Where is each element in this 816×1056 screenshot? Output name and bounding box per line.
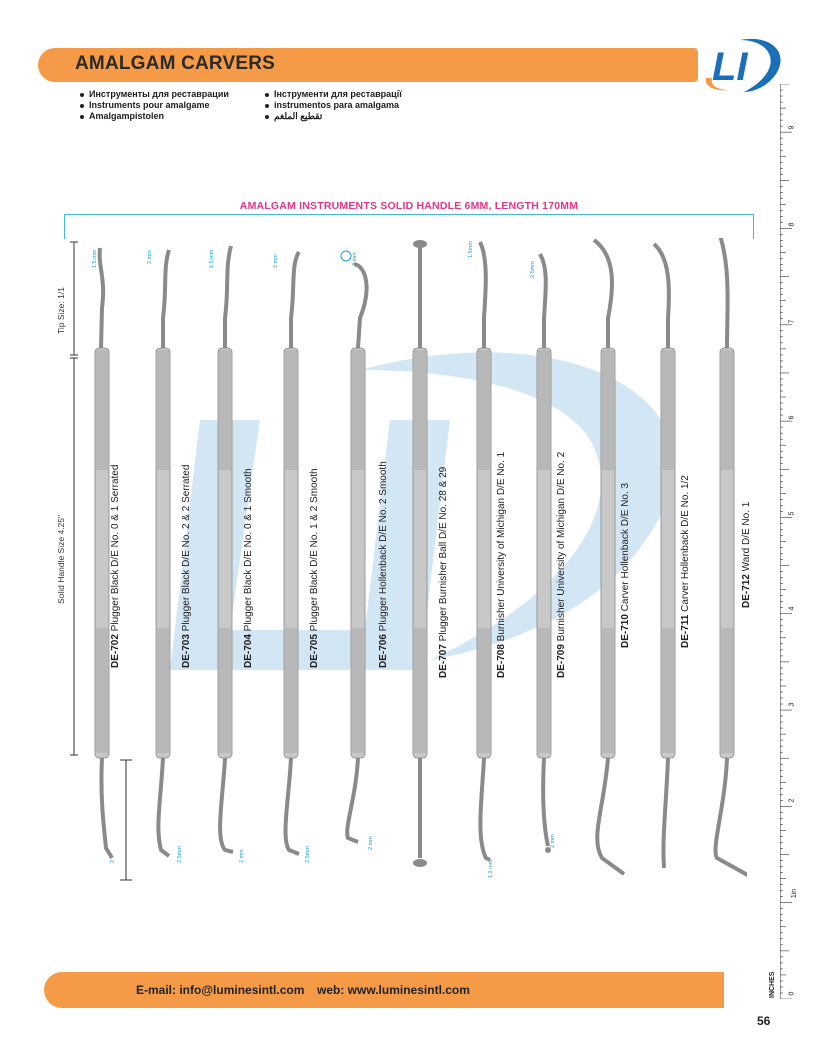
tip-size-top: 1.5 mm <box>209 249 215 268</box>
page-title: AMALGAM CARVERS <box>75 53 276 74</box>
footer-web[interactable]: web: www.luminesintl.com <box>317 983 470 997</box>
instrument-label: DE-708 Burnisher University of Michigan D/E No. 1 <box>496 451 507 678</box>
instrument-label: DE-709 Burnisher University of Michigan D/E No. 2 <box>556 451 567 678</box>
instrument-label: DE-703 Plugger Black D/E No. 2 & 2 Serrated <box>181 464 192 668</box>
instrument-label: DE-712 Ward D/E No. 1 <box>741 501 752 608</box>
instrument-de-710 <box>588 238 631 888</box>
ruler-unit-label: INCHES <box>769 971 776 998</box>
instrument-de-705 <box>271 238 320 888</box>
tip-size-bottom: 2 <box>110 859 116 863</box>
instrument-de-703 <box>143 238 192 888</box>
tip-size-bottom: 1.2 mm <box>488 859 494 878</box>
ruler-label-6: 6 <box>788 415 796 420</box>
instrument-de-707 <box>400 238 449 888</box>
ruler-label-8: 8 <box>788 222 796 227</box>
ruler-label-3: 3 <box>788 702 796 707</box>
subtitle-pt: instrumentos para amalgama <box>265 100 402 111</box>
tip-size-label: Tip Size: 1/1 <box>56 287 66 334</box>
svg-text:LI: LI <box>712 45 748 89</box>
subtitle-de: Amalgampistolen <box>80 111 229 122</box>
tip-size-top: 3 mm <box>352 252 358 266</box>
instrument-label: DE-706 Plugger Hollenback D/E No. 2 Smooth <box>378 461 389 668</box>
tip-size-top: 2 mm <box>273 254 279 268</box>
subtitle-list-left <box>80 89 229 122</box>
instrument-de-704 <box>205 238 254 888</box>
tip-size-top: 2.5mm <box>530 261 536 278</box>
tip-size-top: 1.5mm <box>468 241 474 258</box>
page-number: 56 <box>757 1014 771 1028</box>
instrument-label: DE-704 Plugger Black D/E No. 0 & 1 Smooth <box>243 468 254 668</box>
tip-size-bottom: 2 mm <box>550 834 556 848</box>
ruler-label-1: 1in <box>791 888 799 899</box>
ruler-label-9: 9 <box>788 125 796 130</box>
instrument-de-711 <box>648 238 691 888</box>
ruler-label-2: 2 <box>788 798 796 803</box>
inch-ruler <box>780 84 792 999</box>
footer-email[interactable]: E-mail: info@luminesintl.com <box>136 983 305 997</box>
instrument-de-702 <box>82 238 122 888</box>
instrument-label: DE-705 Plugger Black D/E No. 1 & 2 Smooth <box>309 468 320 668</box>
ruler-label-7: 7 <box>788 319 796 324</box>
tip-size-bottom: 2 mm <box>368 836 374 850</box>
instrument-label: DE-711 Carver Hollenback D/E No. 1/2 <box>680 475 691 648</box>
tip-size-bottom: 2.5mm <box>305 846 311 863</box>
tip-size-top: 1.5 mm <box>92 249 98 268</box>
instrument-label: DE-710 Carver Hollenback D/E No. 3 <box>620 482 631 648</box>
handle-size-label: Solid Handle Size 4.25" <box>56 514 66 604</box>
ruler-label-5: 5 <box>788 511 796 516</box>
subtitle-ru: Инструменты для реставрации <box>80 89 229 100</box>
tip-size-top: 2 mm <box>147 250 153 264</box>
tip-size-bottom: 2.5mm <box>177 846 183 863</box>
instrument-label: DE-707 Plugger Burnisher Ball D/E No. 28 & 29 <box>438 466 449 678</box>
ruler-label-0: 0 <box>788 991 796 996</box>
subtitle-uk: Інструменти для реставрації <box>265 89 402 100</box>
instrument-de-712 <box>707 238 752 888</box>
tip-size-bottom: 2 mm <box>239 849 245 863</box>
ruler-label-4: 4 <box>788 606 796 611</box>
instrument-de-706 <box>338 238 389 888</box>
length-bracket <box>64 214 754 239</box>
subtitle-list-right <box>265 89 402 122</box>
instrument-de-709 <box>524 238 567 888</box>
section-heading: AMALGAM INSTRUMENTS SOLID HANDLE 6MM, LENGTH 170MM <box>239 200 579 212</box>
instrument-label: DE-702 Plugger Black D/E No. 0 & 1 Serrated <box>110 464 121 668</box>
company-logo <box>700 34 788 94</box>
subtitle-fr: Instruments pour amalgame <box>80 100 229 111</box>
subtitle-ar: تقطيع الملغم <box>265 111 402 122</box>
instrument-de-708 <box>464 238 507 888</box>
